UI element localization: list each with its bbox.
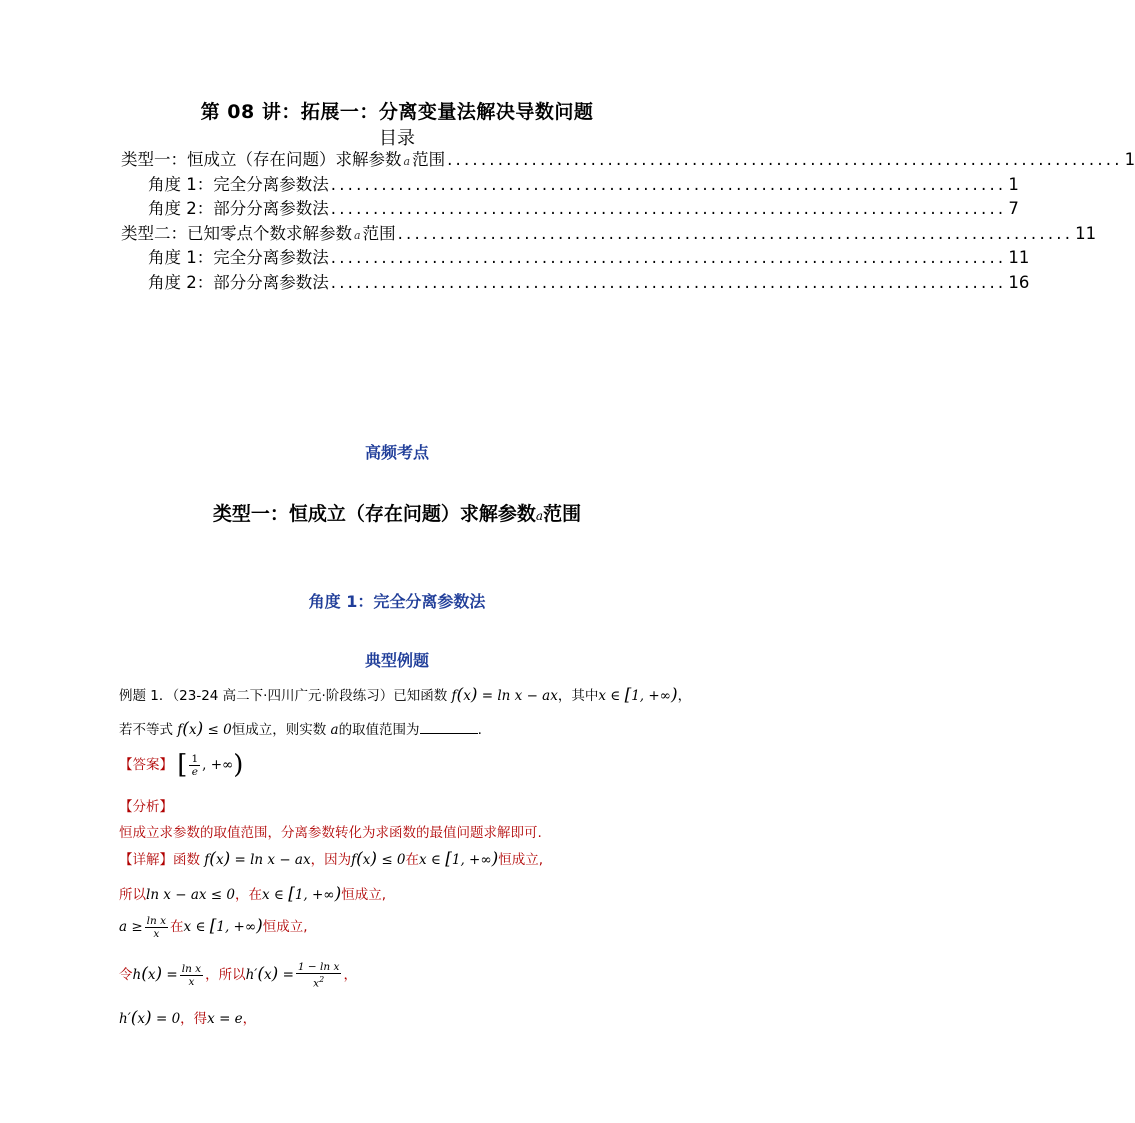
example-inequality: f(x) ≤ 0 [177,719,232,739]
detail-text: ， [242,1011,257,1027]
toc-entry-label: 角度 2：部分分离参数法 [148,272,329,292]
detail-math: f(x) ≤ 0 [351,849,406,869]
toc-entry-label: 角度 1：完全分离参数法 [148,248,329,267]
toc-entry-variable: a [403,155,411,168]
toc-entry[interactable] [121,195,1019,220]
detail-math: h′(x) = 0 [119,1008,181,1028]
toc-title: 目录 [379,128,415,149]
example-text: . [477,722,482,738]
example-text: 的取值范围为 [338,722,420,738]
toc-entry-page: 7 [1008,199,1019,218]
detail-text: 函数 [173,852,200,868]
detail-tag: 【详解】 [119,852,173,868]
table-of-contents [121,146,1135,293]
detail-line-2 [119,883,386,904]
example-text: 恒成立，则实数 [231,722,327,738]
example-label: 例题 1． [119,688,173,704]
answer-fraction-den: e [191,765,198,778]
detail-line-5 [119,1007,256,1028]
toc-entry-variable: a [354,228,361,242]
typical-examples-heading: 典型例题 [364,651,429,670]
toc-leader-dots: ................................................................................ [330,174,1007,194]
toc-entry[interactable] [121,269,1030,294]
answer-tag: 【答案】 [119,757,173,773]
example-text: ， [677,688,692,704]
answer-fraction-num: 1 [191,752,199,765]
detail-text: ，因为 [310,852,352,868]
answer-fraction [189,753,200,778]
toc-entry-page: 11 [1008,248,1030,267]
detail-text: 在 [405,852,420,868]
toc-leader-dots: ................................................................................ [330,199,1007,218]
type1-heading [0,499,794,526]
toc-leader-dots: ................................................................................ [330,248,1007,267]
detail-text: ， [343,966,357,983]
example-text: 若不等式 [119,722,173,738]
high-frequency-heading: 高频考点 [364,443,429,462]
analysis-text: 恒成立求参数的取值范围，分离参数转化为求函数的最值问题求解即可. [119,825,542,841]
toc-entry-label: 类型二：已知零点个数求解参数 [121,223,352,243]
detail-text: 恒成立, [262,919,308,935]
detail-math: h(x) = $\frac{\text{ln x}}{x}$ [132,962,202,988]
detail-math: x ∈ [1, +∞) [183,916,263,936]
type1-heading-text: 类型一：恒成立（存在问题）求解参数 [212,503,536,525]
detail-text: ，所以 [205,966,246,983]
example-line-1 [119,684,691,705]
toc-entry-label-suffix: 范围 [412,150,446,169]
example-line-2 [119,718,482,739]
example-text: 已知函数 [393,688,448,704]
toc-entry-label-suffix: 范围 [362,223,396,243]
example-text: ，其中 [557,688,599,704]
toc-entry[interactable] [121,146,1135,171]
detail-text: 恒成立, [341,887,386,903]
example-domain: x ∈ [1, +∞) [598,685,678,705]
type1-heading-suffix: 范围 [543,503,582,525]
example-variable: a [330,722,339,738]
toc-leader-dots: ................................................................................ [330,272,1007,292]
angle1-heading: 角度 1：完全分离参数法 [308,592,486,611]
toc-entry-label: 角度 1：完全分离参数法 [148,174,329,194]
toc-entry-page: 11 [1075,223,1097,243]
answer-interval: [ $\frac{1}{e}$ , +∞ ) [177,750,244,780]
toc-leader-dots: ................................................................................ [447,150,1123,169]
toc-entry-page: 1 [1124,150,1135,169]
toc-entry-label: 类型一：恒成立（存在问题）求解参数 [121,150,402,169]
detail-math: a ≥ $\frac{\text{ln x}}{x}$ [119,915,167,940]
example-source: （23-24 高二下·四川广元·阶段练习） [172,688,394,704]
detail-text: 令 [119,966,133,983]
toc-entry[interactable] [121,171,1019,196]
detail-text: 在 [170,919,184,935]
detail-math: h′(x) = $\frac{\text{1 − ln x}}{x^2}$ [245,961,340,990]
detail-math: ln x − ax ≤ 0 [146,887,235,903]
detail-line-1 [119,848,543,869]
detail-text: ，在 [234,887,262,903]
answer-rest: , +∞ [202,757,234,773]
toc-entry-page: 1 [1008,174,1019,194]
type1-heading-variable: a [535,509,544,523]
document-title: 第 08 讲：拓展一：分离变量法解决导数问题 [200,101,594,123]
analysis-tag: 【分析】 [119,799,173,815]
detail-math: x = e [207,1011,243,1027]
detail-line-3 [119,915,308,940]
detail-text: ，得 [180,1011,208,1027]
example-function: f(x) = ln x − ax [451,685,558,705]
detail-math: f(x) = ln x − ax [204,849,311,869]
toc-entry[interactable] [121,220,1097,245]
answer-blank [420,722,478,734]
detail-text: 恒成立, [498,852,544,868]
answer-line [119,752,243,778]
toc-entry-page: 16 [1008,272,1030,292]
detail-math: x ∈ [1, +∞) [261,884,342,904]
toc-entry[interactable] [121,244,1030,269]
detail-math: x ∈ [1, +∞) [419,849,499,869]
detail-line-4 [119,961,357,990]
toc-entry-label: 角度 2：部分分离参数法 [148,199,329,218]
detail-text: 所以 [119,887,146,903]
toc-leader-dots: ................................................................................ [397,223,1074,243]
